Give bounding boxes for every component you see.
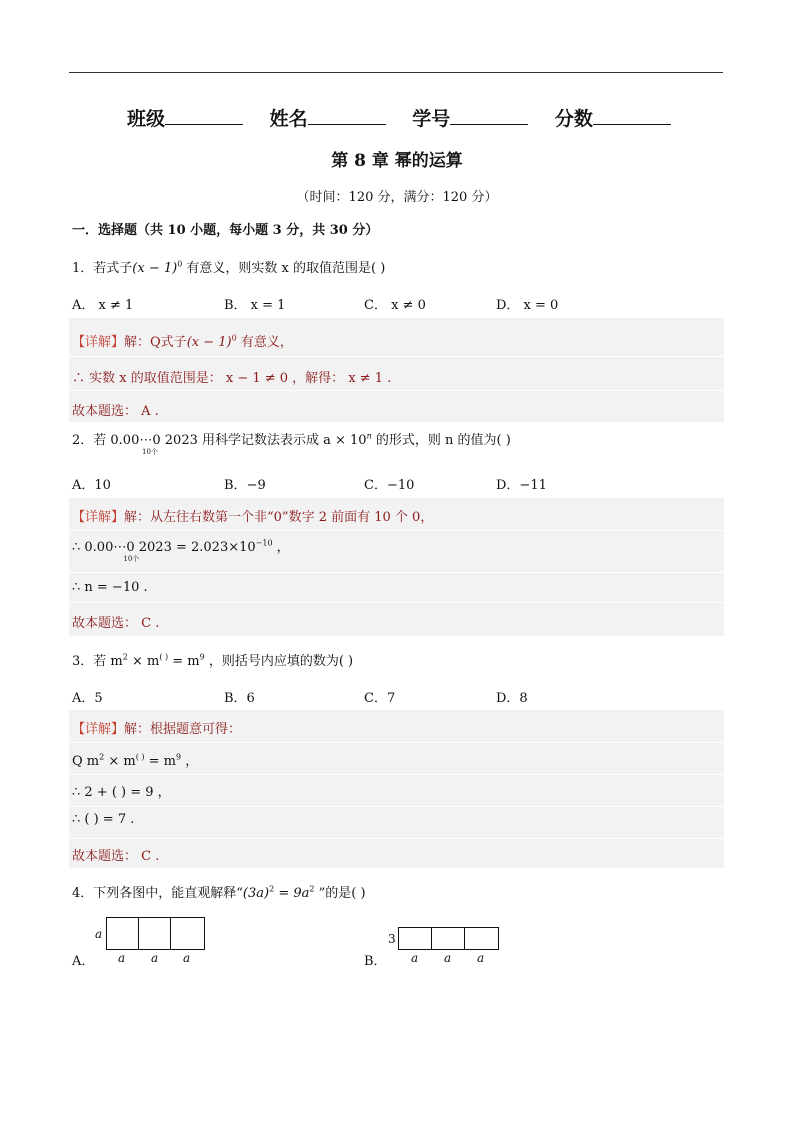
diagram-b-rect-2 — [431, 927, 466, 950]
q1-option-b[interactable]: B． x = 1 — [224, 298, 286, 313]
diagram-a-square-1 — [106, 917, 140, 950]
question-4: 4．下列各图中，能直观解释“$(3a)^2 = 9a^2$ ”的是( ) — [72, 884, 366, 901]
q3-solution-line-5: 故本题选： C . — [72, 849, 160, 864]
diagram-a-square-2 — [138, 917, 172, 950]
q3-option-c[interactable]: C．7 — [364, 691, 396, 706]
q1-option-c[interactable]: C． x ≠ 0 — [364, 298, 426, 313]
diagram-b-bottom-label-3: a — [477, 951, 485, 965]
q1-solution-line-3: 故本题选： A . — [72, 404, 159, 419]
q2-option-b[interactable]: B．−9 — [224, 478, 266, 493]
q3-option-a[interactable]: A．5 — [72, 691, 103, 706]
q3-solution-line-3: ∴ 2 + ( ) = 9 ， — [72, 785, 171, 800]
diagram-a-bottom-label-2: a — [151, 951, 159, 965]
q4-option-a[interactable]: A． — [72, 954, 95, 969]
diagram-b-bottom-label-1: a — [411, 951, 419, 965]
diagram-b-bottom-label-2: a — [444, 951, 452, 965]
question-1: 1．若式子$(x - 1)^0$ 有意义，则实数 x 的取值范围是( ) — [72, 259, 386, 276]
q2-option-c[interactable]: C．−10 — [364, 478, 415, 493]
q3-option-d[interactable]: D．8 — [496, 691, 528, 706]
diagram-b-rect-3 — [464, 927, 499, 950]
q3-solution-line-2: Q $m^2 \times m^{( )} = m^9$ ， — [72, 752, 199, 769]
section-heading: 一．选择题（共 10 小题，每小题 3 分，共 30 分） — [72, 223, 379, 238]
q1-solution-line-1: 【详解】解：Q式子$(x - 1)^0$ 有意义， — [72, 333, 293, 350]
question-2: 2．若 0.00⋯0 10个 2023 用科学记数法表示成 $a \times 10^n$ 的形式，则 n 的值为( ) — [72, 431, 511, 456]
diagram-a-bottom-label-3: a — [183, 951, 191, 965]
q2-solution-line-2: ∴ 0.00⋯0 2023 = 2.023×10 10个 $^{-10}$ ， — [72, 538, 290, 563]
page-title: 第 8 章 幂的运算 — [331, 151, 463, 171]
q1-option-a[interactable]: A． x ≠ 1 — [72, 298, 134, 313]
q2-solution-line-4: 故本题选： C . — [72, 616, 160, 631]
diagram-a-side-label: a — [95, 927, 103, 941]
q2-option-a[interactable]: A．10 — [72, 478, 111, 493]
score-field[interactable]: 分数 — [555, 104, 671, 131]
q3-solution-line-4: ∴ ( ) = 7 . — [72, 812, 135, 827]
diagram-a-square-3 — [170, 917, 205, 950]
q2-solution-line-1: 【详解】解：从左往右数第一个非“0”数字 2 前面有 10 个 0， — [72, 510, 434, 525]
student-id-field[interactable]: 学号 — [412, 104, 528, 131]
q4-option-b[interactable]: B． — [364, 954, 387, 969]
name-field[interactable]: 姓名 — [270, 104, 386, 131]
diagram-b-rect-1 — [398, 927, 433, 950]
q2-option-d[interactable]: D．−11 — [496, 478, 547, 493]
page-subtitle: （时间：120 分，满分：120 分） — [296, 190, 498, 205]
q3-option-b[interactable]: B．6 — [224, 691, 255, 706]
q3-solution-line-1: 【详解】解：根据题意可得： — [72, 722, 242, 737]
diagram-a-bottom-label-1: a — [118, 951, 126, 965]
diagram-b-side-label: 3 — [388, 932, 396, 946]
q2-solution-line-3: ∴ n = −10 . — [72, 580, 148, 595]
top-rule — [69, 72, 723, 73]
question-3: 3．若 $m^2 \times m^{( )} = m^9$ ，则括号内应填的数为( ) — [72, 652, 354, 669]
q1-solution-line-2: ∴ 实数 x 的取值范围是： x − 1 ≠ 0 ，解得： x ≠ 1 . — [72, 371, 392, 386]
class-field[interactable]: 班级 — [127, 104, 243, 131]
header-fields — [127, 104, 691, 131]
q1-option-d[interactable]: D． x = 0 — [496, 298, 559, 313]
